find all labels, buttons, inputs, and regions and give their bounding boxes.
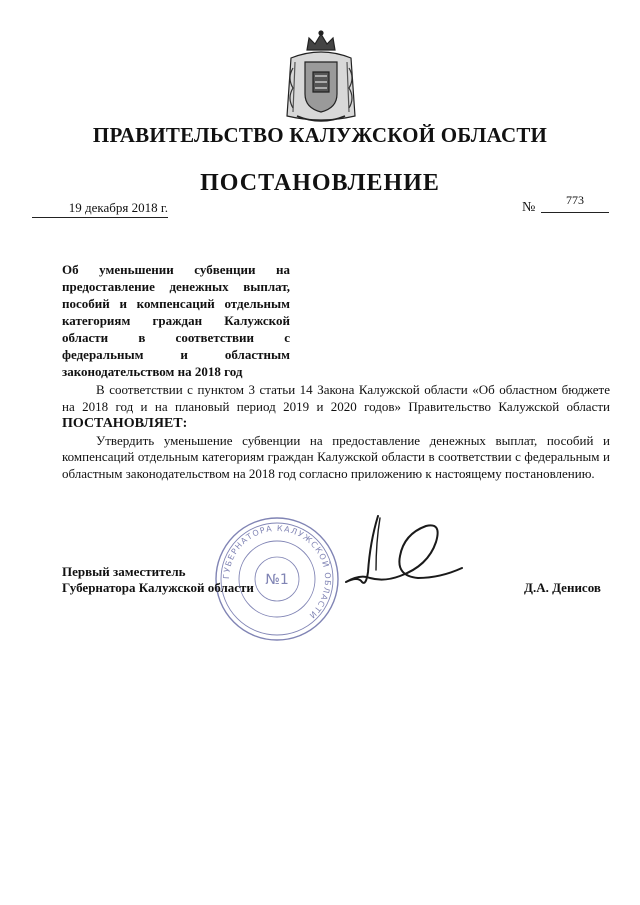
subject-line: пособий и компенсаций отдельным [62, 296, 290, 311]
body-paragraph: Утвердить уменьшение субвенции на предоставление денежных выплат, пособий и компенсаций отдельным категориям граждан Калужской области в соответствии с федеральным и областным законодательством на 2018 год согласно приложению к настоящему постановлению. [62, 432, 610, 481]
subject-line: категориям граждан Калужской [62, 313, 290, 328]
handwritten-signature-icon [340, 512, 470, 592]
subject-line: предоставление денежных выплат, [62, 279, 290, 294]
subject-line: законодательством на 2018 год [62, 364, 243, 379]
document-type-title: ПОСТАНОВЛЕНИЕ [200, 170, 440, 196]
subject-line: области в соответствии с [62, 330, 290, 345]
signer-name: Д.А. Денисов [524, 580, 601, 595]
seal-text: ГУБЕРНАТОРА КАЛУЖСКОЙ ОБЛАСТИ [221, 523, 333, 621]
signer-position-line: Первый заместитель [62, 564, 186, 579]
government-name: ПРАВИТЕЛЬСТВО КАЛУЖСКОЙ ОБЛАСТИ [92, 123, 548, 147]
signer-position-line: Губернатора Калужской области [62, 580, 254, 595]
body-paragraph [62, 382, 610, 433]
document-number-label: № [522, 200, 536, 215]
document-body [62, 382, 610, 482]
signer-position [62, 564, 254, 596]
subject-line: федеральным и областным [62, 347, 290, 362]
document-date: 19 декабря 2018 г. [32, 200, 168, 218]
seal-number: №1 [265, 572, 289, 588]
preamble-text: В соответствии с пунктом 3 статьи 14 Закона Калужской области «Об областном бюджете на 2018 год и на плановый период 2019 и 2020 годов» Правительство Калужской области [62, 382, 610, 414]
decree-word: ПОСТАНОВЛЯЕТ: [62, 416, 188, 431]
document-number: 773 [541, 193, 609, 213]
document-subject [62, 261, 290, 380]
coat-of-arms-icon [283, 28, 359, 126]
subject-line: Об уменьшении субвенции на [62, 262, 290, 277]
